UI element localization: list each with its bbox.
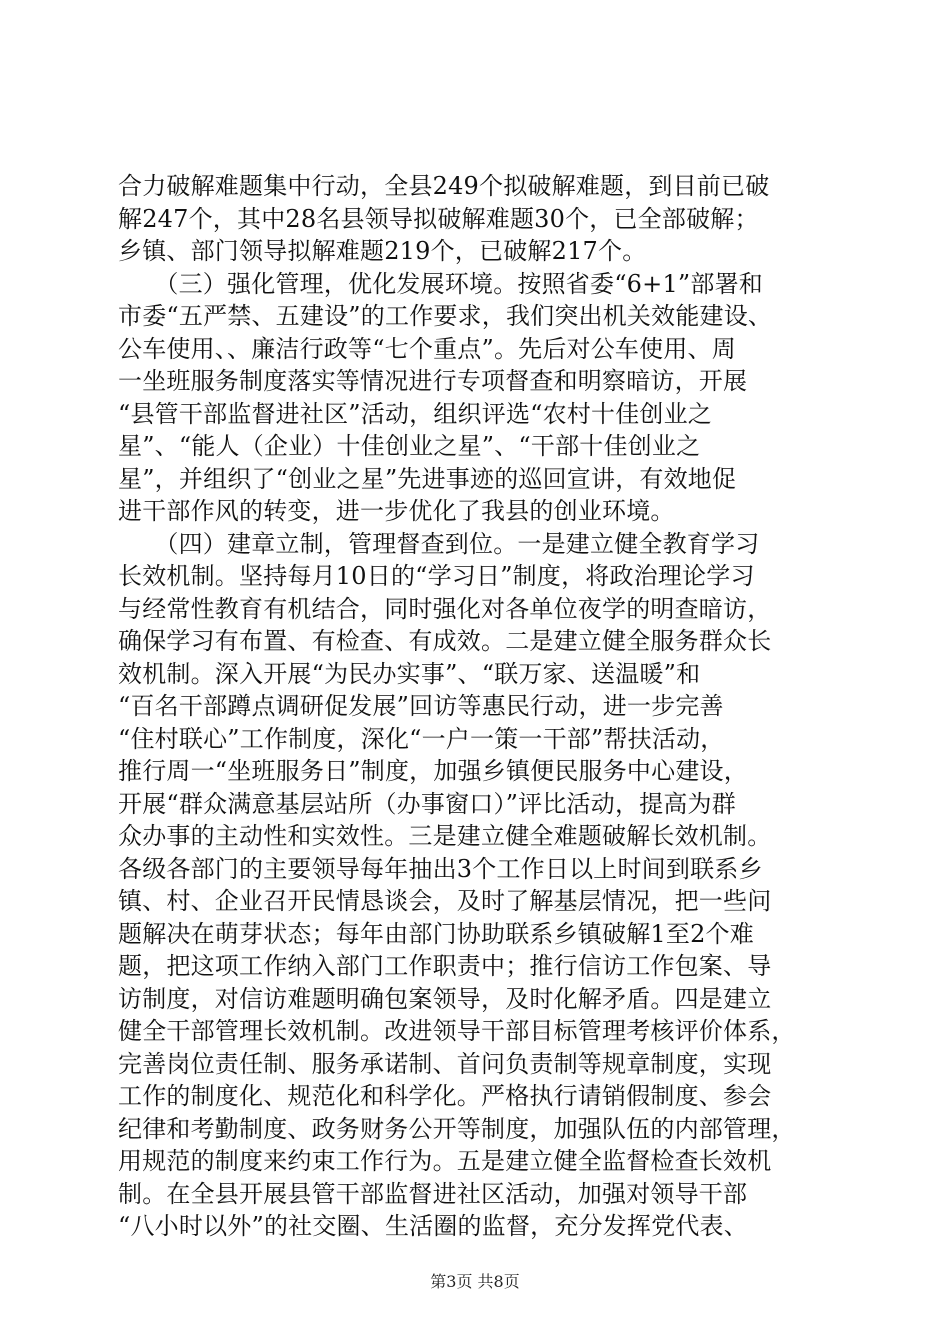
text-line: 题解决在萌芽状态；每年由部门协助联系乡镇破解1至2个难 [118,919,754,948]
text-line: 镇、村、企业召开民情恳谈会，及时了解基层情况，把一些问 [118,887,772,915]
text-line: 解247个，其中28名县领导拟破解难题30个，已全部破解； [118,204,759,233]
text-line: 与经常性教育有机结合，同时强化对各单位夜学的明查暗访， [118,594,772,623]
text-line: 题，把这项工作纳入部门工作职责中；推行信访工作包案、导 [118,952,772,980]
text-line: 公车使用、、廉洁行政等“七个重点”。先后对公车使用、周 [118,334,736,363]
text-line: 效机制。深入开展“为民办实事”、“联万家、送温暖”和 [118,659,701,688]
text-line: 长效机制。坚持每月10日的“学习日”制度，将政治理论学习 [118,562,755,590]
text-line: “百名干部蹲点调研促发展”回访等惠民行动，进一步完善 [118,692,724,720]
text-line: 访制度，对信访难题明确包案领导，及时化解矛盾。四是建立 [118,984,772,1013]
page-footer: 第3页 共8页 [430,1272,520,1291]
text-line: 乡镇、部门领导拟解难题219个，已破解217个。 [118,237,647,265]
text-line: 进干部作风的转变，进一步优化了我县的创业环境。 [118,497,675,525]
text-line: （四）建章立制，管理督查到位。一是建立健全教育学习 [118,529,760,558]
text-line: “住村联心”工作制度，深化“一户一策一干部”帮扶活动， [118,724,725,753]
text-line: 星”，并组织了“创业之星”先进事迹的巡回宣讲，有效地促 [118,464,737,493]
text-line: 用规范的制度来约束工作行为。五是建立健全监督检查长效机 [118,1147,772,1175]
text-line: 工作的制度化、规范化和科学化。严格执行请销假制度、参会 [118,1082,772,1110]
text-line: “县管干部监督进社区”活动，组织评选“农村十佳创业之 [118,399,713,428]
text-line: 众办事的主动性和实效性。三是建立健全难题破解长效机制。 [118,822,772,850]
text-line: 完善岗位责任制、服务承诺制、首问负责制等规章制度，实现 [118,1049,772,1078]
text-line: “八小时以外”的社交圈、生活圈的监督，充分发挥党代表、 [118,1212,748,1240]
text-line: 各级各部门的主要领导每年抽出3个工作日以上时间到联系乡 [118,854,763,883]
text-line: 星”、“能人（企业）十佳创业之星”、“干部十佳创业之 [118,432,701,460]
body-text [118,170,830,1243]
text-line: 制。在全县开展县管干部监督进社区活动，加强对领导干部 [118,1179,748,1208]
text-line: 开展“群众满意基层站所（办事窗口）”评比活动，提高为群 [118,789,736,818]
text-line: （三）强化管理，优化发展环境。按照省委“6+1”部署和 [118,269,763,298]
text-line: 一坐班服务制度落实等情况进行专项督查和明察暗访，开展 [118,367,748,395]
text-line: 健全干部管理长效机制。改进领导干部目标管理考核评价体系， [118,1017,796,1045]
text-line: 市委“五严禁、五建设”的工作要求，我们突出机关效能建设、 [118,302,773,330]
text-line: 推行周一“坐班服务日”制度，加强乡镇便民服务中心建设， [118,757,748,785]
text-line: 合力破解难题集中行动，全县249个拟破解难题，到目前已破 [118,172,770,200]
text-line: 确保学习有布置、有检查、有成效。二是建立健全服务群众长 [118,627,772,655]
text-line: 纪律和考勤制度、政务财务公开等制度，加强队伍的内部管理， [118,1114,796,1143]
